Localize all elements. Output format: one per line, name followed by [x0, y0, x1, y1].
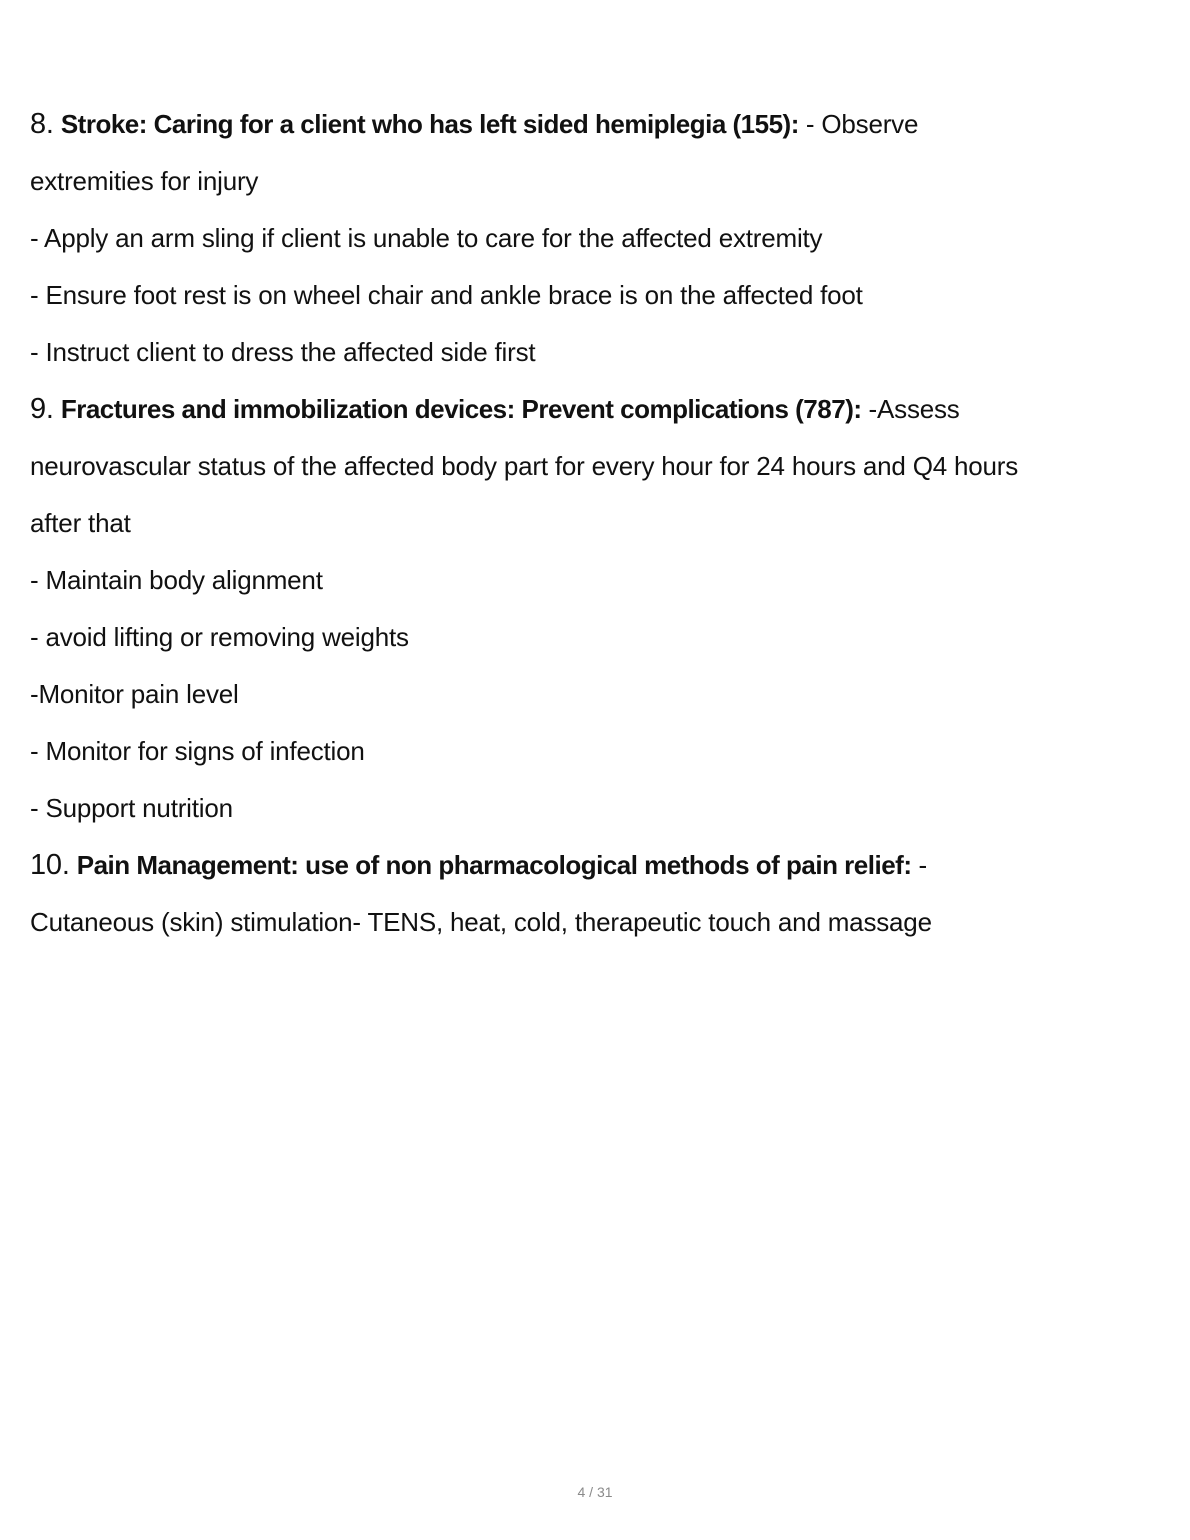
item-10-heading-line: [30, 837, 1160, 894]
item-line: - Monitor for signs of infection: [30, 736, 365, 766]
item-line: extremities for injury: [30, 166, 259, 196]
item-line: -Monitor pain level: [30, 679, 239, 709]
document-content: [30, 96, 1160, 951]
item-number: 10.: [30, 849, 70, 881]
item-first-text: -: [911, 850, 927, 880]
item-first-text: - Observe: [798, 109, 919, 139]
item-9-heading-line: [30, 381, 1160, 438]
item-line: - Instruct client to dress the affected side first: [30, 337, 536, 367]
item-line: - Apply an arm sling if client is unable to care for the affected extremity: [30, 223, 823, 253]
item-line: - Maintain body alignment: [30, 565, 323, 595]
item-line: - Support nutrition: [30, 793, 233, 823]
item-line: - avoid lifting or removing weights: [30, 622, 409, 652]
item-number: 9.: [30, 393, 54, 425]
page-indicator: 4 / 31: [577, 1484, 613, 1500]
item-line: neurovascular status of the affected body part for every hour for 24 hours and Q4 hours: [30, 451, 1019, 481]
item-line: after that: [30, 508, 131, 538]
item-first-text: -Assess: [861, 394, 960, 424]
item-line: Cutaneous (skin) stimulation- TENS, heat, cold, therapeutic touch and massage: [30, 907, 932, 937]
item-heading: Pain Management: use of non pharmacological methods of pain relief:: [76, 850, 912, 880]
item-number: 8.: [30, 108, 54, 140]
item-8-heading-line: [30, 96, 1160, 153]
item-heading: Stroke: Caring for a client who has left sided hemiplegia (155):: [60, 109, 799, 139]
item-line: - Ensure foot rest is on wheel chair and ankle brace is on the affected foot: [30, 280, 863, 310]
item-heading: Fractures and immobilization devices: Prevent complications (787):: [60, 394, 862, 424]
